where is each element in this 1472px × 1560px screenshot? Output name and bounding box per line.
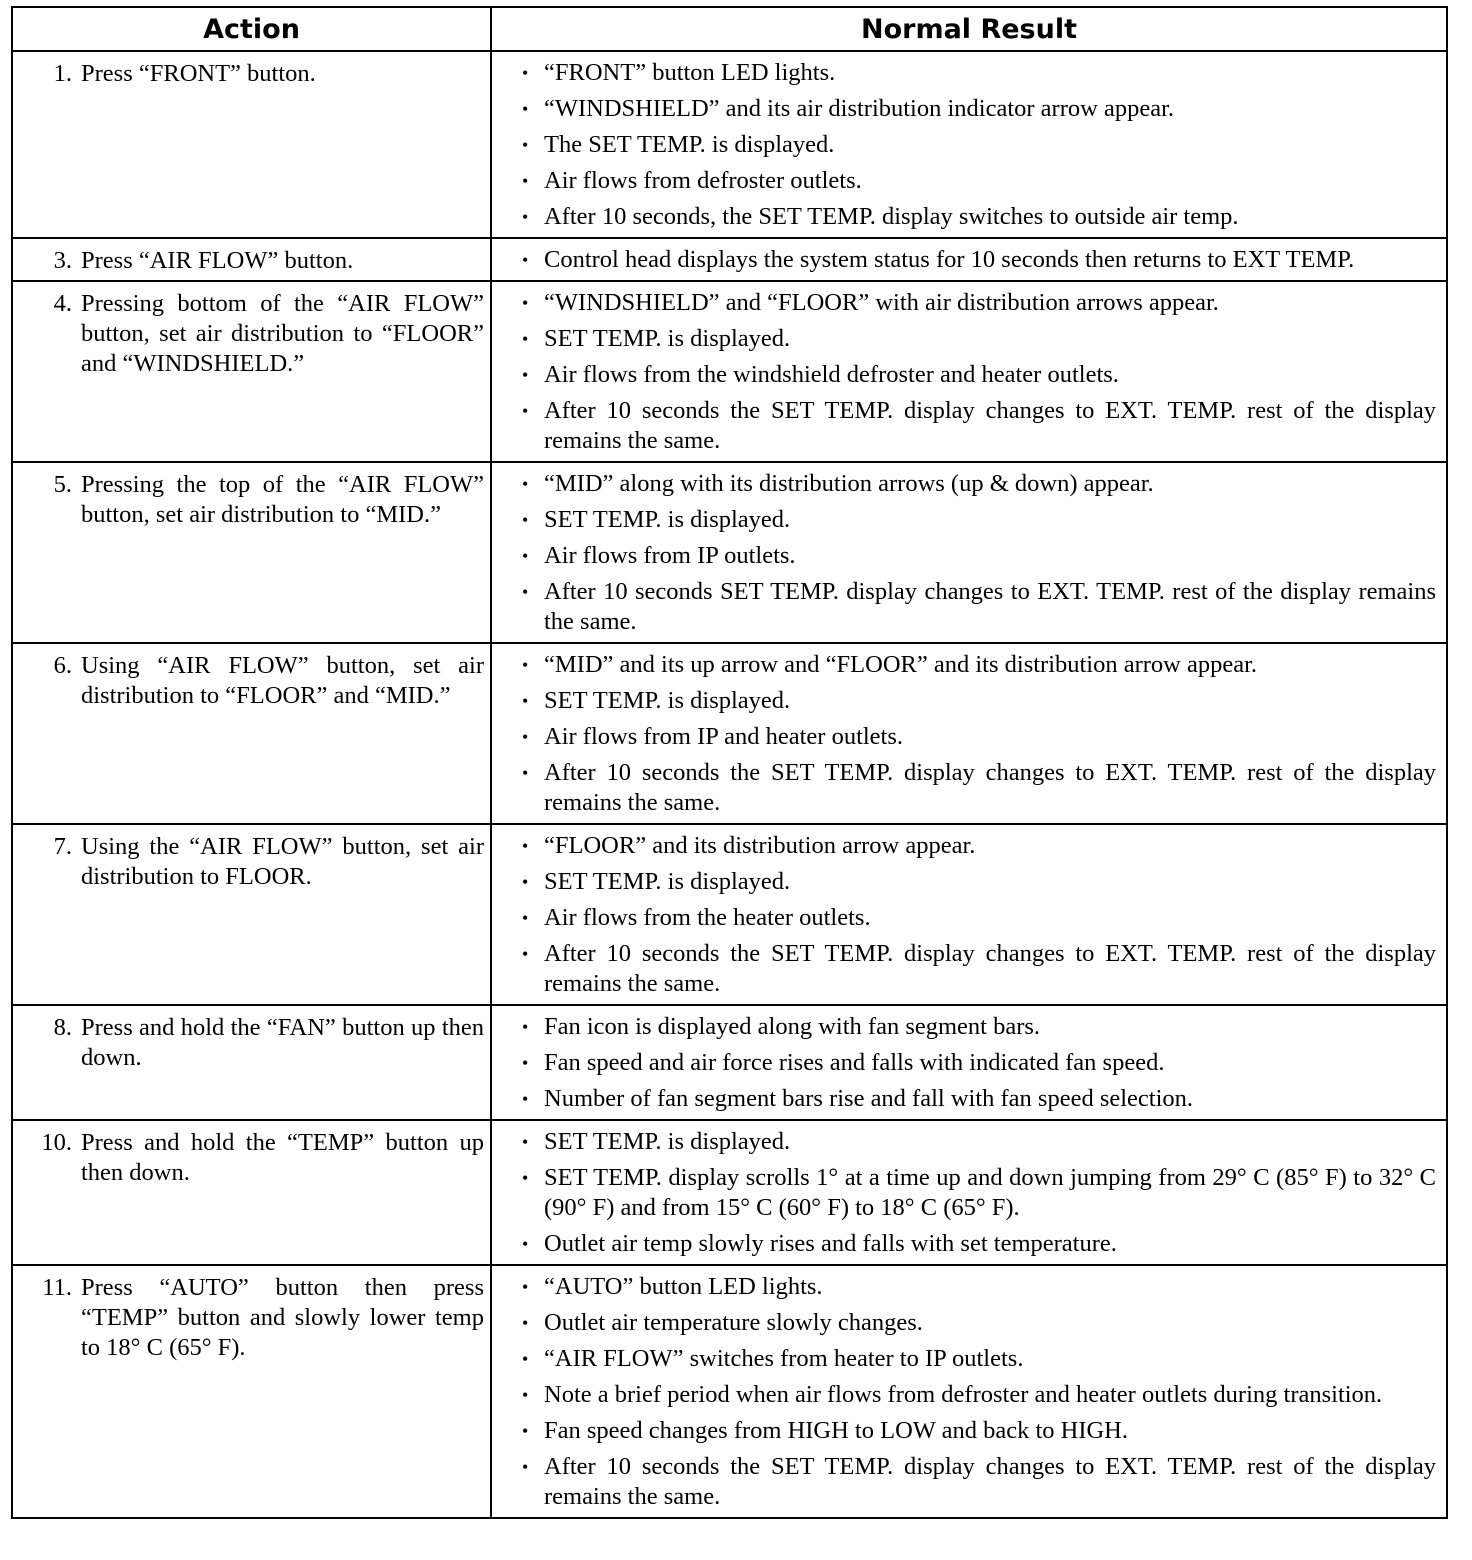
result-item: • SET TEMP. is displayed. — [522, 324, 1436, 354]
result-item: • After 10 seconds the SET TEMP. display changes to EXT. TEMP. rest of the display remains the same. — [522, 758, 1436, 818]
result-list — [522, 58, 1436, 232]
action-text: Using the “AIR FLOW” button, set air distribution to FLOOR. — [81, 833, 484, 890]
result-list — [522, 288, 1436, 456]
action-cell — [13, 1005, 491, 1120]
result-cell — [491, 238, 1446, 281]
result-list — [522, 245, 1436, 275]
result-item: • After 10 seconds the SET TEMP. display changes to EXT. TEMP. rest of the display remains the same. — [522, 939, 1436, 999]
action-text: Press and hold the “FAN” button up then down. — [81, 1014, 484, 1071]
step-number: 1. — [53, 60, 72, 87]
result-item: • “WINDSHIELD” and “FLOOR” with air distribution arrows appear. — [522, 288, 1436, 318]
result-cell — [491, 643, 1446, 824]
result-item: • After 10 seconds, the SET TEMP. display switches to outside air temp. — [522, 202, 1436, 232]
table-header-row — [13, 8, 1446, 51]
step-number: 8. — [53, 1014, 72, 1041]
action-cell — [13, 238, 491, 281]
action-cell — [13, 824, 491, 1005]
result-cell — [491, 281, 1446, 462]
result-list — [522, 1012, 1436, 1114]
result-item: • “FLOOR” and its distribution arrow appear. — [522, 831, 1436, 861]
action-step — [23, 1013, 484, 1073]
result-item: • Note a brief period when air flows from defroster and heater outlets during transition. — [522, 1380, 1436, 1410]
result-item: • SET TEMP. is displayed. — [522, 505, 1436, 535]
result-cell — [491, 1265, 1446, 1517]
result-item: • Outlet air temperature slowly changes. — [522, 1308, 1436, 1338]
step-number: 11. — [42, 1274, 72, 1301]
table-row — [13, 51, 1446, 238]
result-item: • “MID” along with its distribution arrows (up & down) appear. — [522, 469, 1436, 499]
action-step — [23, 289, 484, 379]
action-step — [23, 1128, 484, 1188]
result-item: • After 10 seconds SET TEMP. display changes to EXT. TEMP. rest of the display remains the same. — [522, 577, 1436, 637]
table-body — [13, 51, 1446, 1517]
action-step — [23, 832, 484, 892]
result-list — [522, 650, 1436, 818]
action-cell — [13, 1120, 491, 1265]
result-item: • SET TEMP. is displayed. — [522, 1127, 1436, 1157]
result-column-header: Normal Result — [491, 8, 1446, 51]
table-row — [13, 238, 1446, 281]
result-item: • Air flows from IP outlets. — [522, 541, 1436, 571]
action-text: Press “AUTO” button then press “TEMP” button and slowly lower temp to 18° C (65° F). — [81, 1274, 484, 1361]
action-text: Pressing the top of the “AIR FLOW” button, set air distribution to “MID.” — [81, 471, 484, 528]
action-text: Using “AIR FLOW” button, set air distribution to “FLOOR” and “MID.” — [81, 652, 484, 709]
step-number: 10. — [41, 1129, 72, 1156]
action-step — [23, 1273, 484, 1363]
procedure-table — [13, 8, 1446, 1517]
step-number: 5. — [53, 471, 72, 498]
result-item: • Outlet air temp slowly rises and falls with set temperature. — [522, 1229, 1436, 1259]
procedure-table-container — [11, 6, 1448, 1519]
result-cell — [491, 1120, 1446, 1265]
action-cell — [13, 281, 491, 462]
table-row — [13, 1120, 1446, 1265]
result-cell — [491, 1005, 1446, 1120]
result-item: • Air flows from the windshield defroster and heater outlets. — [522, 360, 1436, 390]
result-item: • The SET TEMP. is displayed. — [522, 130, 1436, 160]
result-cell — [491, 51, 1446, 238]
result-item: • Number of fan segment bars rise and fall with fan speed selection. — [522, 1084, 1436, 1114]
result-item: • SET TEMP. is displayed. — [522, 867, 1436, 897]
action-text: Press and hold the “TEMP” button up then down. — [81, 1129, 484, 1186]
result-list — [522, 1272, 1436, 1512]
action-step — [23, 246, 484, 276]
action-step — [23, 651, 484, 711]
action-cell — [13, 1265, 491, 1517]
result-list — [522, 1127, 1436, 1259]
result-item: • Air flows from IP and heater outlets. — [522, 722, 1436, 752]
action-text: Pressing bottom of the “AIR FLOW” button, set air distribution to “FLOOR” and “WINDSHIELD.” — [81, 290, 484, 377]
result-item: • SET TEMP. is displayed. — [522, 686, 1436, 716]
step-number: 4. — [53, 290, 72, 317]
action-text: Press “FRONT” button. — [81, 60, 316, 87]
result-item: • “AUTO” button LED lights. — [522, 1272, 1436, 1302]
table-row — [13, 281, 1446, 462]
result-item: • After 10 seconds the SET TEMP. display changes to EXT. TEMP. rest of the display remains the same. — [522, 1452, 1436, 1512]
result-item: • After 10 seconds the SET TEMP. display changes to EXT. TEMP. rest of the display remains the same. — [522, 396, 1436, 456]
result-item: • “AIR FLOW” switches from heater to IP outlets. — [522, 1344, 1436, 1374]
result-item: • Air flows from the heater outlets. — [522, 903, 1436, 933]
action-cell — [13, 51, 491, 238]
result-item: • Air flows from defroster outlets. — [522, 166, 1436, 196]
action-text: Press “AIR FLOW” button. — [81, 247, 354, 274]
result-item: • SET TEMP. display scrolls 1° at a time up and down jumping from 29° C (85° F) to 32° C (90° F) and from 15° C (60° F) to 18° C (65° F). — [522, 1163, 1436, 1223]
result-item: • “MID” and its up arrow and “FLOOR” and its distribution arrow appear. — [522, 650, 1436, 680]
action-step — [23, 59, 484, 89]
result-list — [522, 831, 1436, 999]
action-column-header: Action — [13, 8, 491, 51]
step-number: 3. — [53, 247, 72, 274]
action-cell — [13, 462, 491, 643]
table-row — [13, 643, 1446, 824]
table-row — [13, 1265, 1446, 1517]
step-number: 7. — [53, 833, 72, 860]
result-item: • Fan speed and air force rises and falls with indicated fan speed. — [522, 1048, 1436, 1078]
table-row — [13, 824, 1446, 1005]
action-step — [23, 470, 484, 530]
action-cell — [13, 643, 491, 824]
result-item: • “WINDSHIELD” and its air distribution indicator arrow appear. — [522, 94, 1436, 124]
result-item: • Fan speed changes from HIGH to LOW and back to HIGH. — [522, 1416, 1436, 1446]
result-item: • Fan icon is displayed along with fan segment bars. — [522, 1012, 1436, 1042]
result-item: • “FRONT” button LED lights. — [522, 58, 1436, 88]
result-item: • Control head displays the system status for 10 seconds then returns to EXT TEMP. — [522, 245, 1436, 275]
result-cell — [491, 824, 1446, 1005]
result-cell — [491, 462, 1446, 643]
table-row — [13, 1005, 1446, 1120]
step-number: 6. — [53, 652, 72, 679]
result-list — [522, 469, 1436, 637]
table-row — [13, 462, 1446, 643]
